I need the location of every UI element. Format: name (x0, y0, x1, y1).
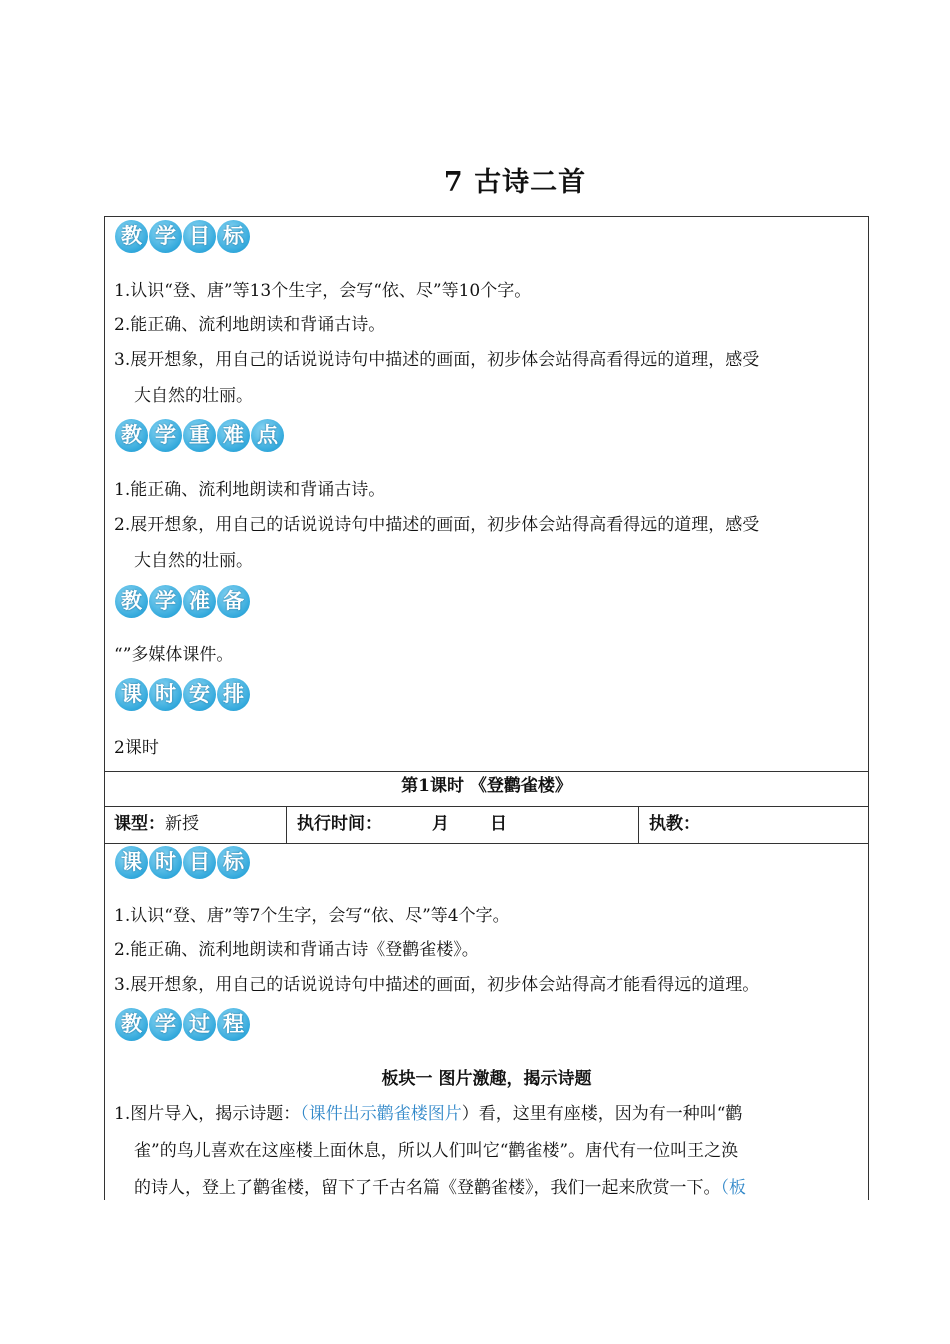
process-text: ）看，这里有座楼，因为有一种叫“鹳 (461, 1104, 743, 1124)
board-note-link: （板 (720, 1178, 746, 1198)
teacher-label: 执教： (649, 814, 700, 834)
badge-char: 备 (217, 585, 250, 618)
key-point-line: 1.能正确、流利地朗读和背诵古诗。 (114, 480, 386, 500)
goal-line: 3.展开想象，用自己的话说说诗句中描述的画面，初步体会站得高看得远的道理，感受 (114, 350, 760, 370)
exec-month: 月 (432, 814, 449, 834)
badge-char: 目 (183, 220, 216, 253)
lesson-goal-line: 3.展开想象，用自己的话说说诗句中描述的画面，初步体会站得高才能看得远的道理。 (114, 975, 760, 995)
goal-line: 2.能正确、流利地朗读和背诵古诗。 (114, 315, 386, 335)
badge-char: 课 (115, 846, 148, 879)
badge-lesson-goals (115, 846, 250, 879)
badge-char: 时 (149, 678, 182, 711)
lesson-type-value: 新授 (165, 814, 199, 834)
badge-char: 重 (183, 419, 216, 452)
badge-process (115, 1008, 250, 1041)
badge-preparation (115, 585, 250, 618)
row-divider (105, 806, 868, 807)
badge-char: 准 (183, 585, 216, 618)
process-text: 1.图片导入，揭示诗题： (114, 1104, 301, 1124)
badge-char: 学 (149, 1008, 182, 1041)
badge-char: 安 (183, 678, 216, 711)
badge-char: 标 (217, 846, 250, 879)
goal-line: 大自然的壮丽。 (134, 386, 253, 406)
lesson-type (114, 813, 199, 835)
badge-char: 教 (115, 419, 148, 452)
prep-line: “”多媒体课件。 (114, 645, 234, 665)
badge-char: 过 (183, 1008, 216, 1041)
col-divider (638, 806, 639, 843)
section-title: 板块一 图片激趣，揭示诗题 (381, 1069, 592, 1089)
badge-char: 难 (217, 419, 250, 452)
page-title: 7 古诗二首 (443, 167, 587, 198)
lesson-header: 第1课时 《登鹳雀楼》 (401, 776, 572, 796)
col-divider (286, 806, 287, 843)
key-point-line: 2.展开想象，用自己的话说说诗句中描述的画面，初步体会站得高看得远的道理，感受 (114, 515, 760, 535)
lesson-type-label: 课型： (114, 814, 165, 834)
process-text: 的诗人，登上了鹳雀楼，留下了千古名篇《登鹳雀楼》，我们一起来欣赏一下。 (134, 1178, 721, 1198)
row-divider (105, 771, 868, 772)
process-line: 雀”的鸟儿喜欢在这座楼上面休息，所以人们叫它“鹳雀楼”。唐代有一位叫王之涣 (134, 1141, 739, 1161)
badge-char: 学 (149, 585, 182, 618)
process-line (114, 1103, 742, 1125)
badge-char: 排 (217, 678, 250, 711)
badge-teaching-goals (115, 220, 250, 253)
row-divider (105, 843, 868, 844)
lesson-plan-table (104, 216, 869, 1200)
badge-char: 学 (149, 220, 182, 253)
badge-char: 教 (115, 585, 148, 618)
badge-char: 标 (217, 220, 250, 253)
badge-char: 程 (217, 1008, 250, 1041)
badge-schedule (115, 678, 250, 711)
courseware-link: （课件出示鹳雀楼图片 (300, 1104, 462, 1124)
goal-line: 1.认识“登、唐”等13个生字，会写“依、尽”等10个字。 (114, 281, 532, 301)
exec-time-label: 执行时间： (297, 814, 382, 834)
process-line (134, 1177, 746, 1199)
lesson-goal-line: 1.认识“登、唐”等7个生字，会写“依、尽”等4个字。 (114, 906, 510, 926)
exec-day: 日 (490, 814, 507, 834)
badge-char: 点 (251, 419, 284, 452)
badge-char: 时 (149, 846, 182, 879)
badge-char: 学 (149, 419, 182, 452)
badge-char: 课 (115, 678, 148, 711)
badge-key-points (115, 419, 284, 452)
badge-char: 目 (183, 846, 216, 879)
badge-char: 教 (115, 1008, 148, 1041)
badge-char: 教 (115, 220, 148, 253)
key-point-line: 大自然的壮丽。 (134, 551, 253, 571)
schedule-line: 2课时 (114, 738, 159, 758)
lesson-goal-line: 2.能正确、流利地朗读和背诵古诗《登鹳雀楼》。 (114, 940, 479, 960)
